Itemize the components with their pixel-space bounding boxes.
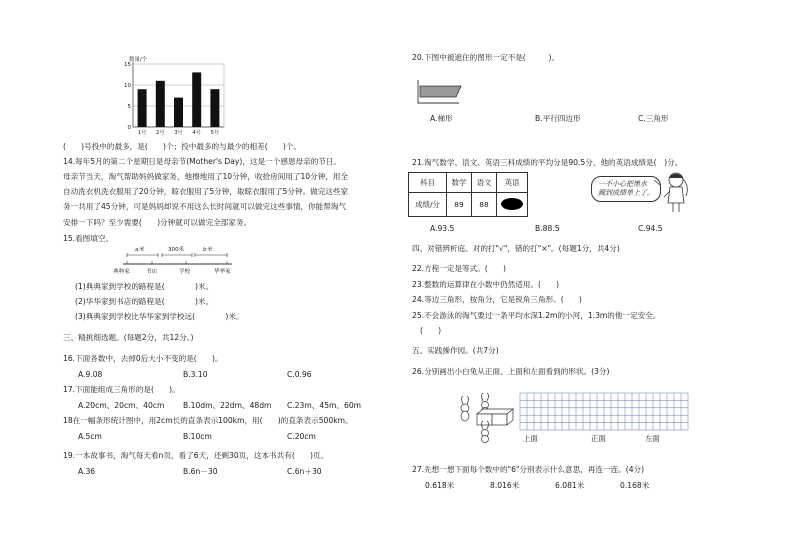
x-tick-label: 4号 [192,130,201,136]
chinese-score: 88 [472,193,497,217]
q21-option-a: A.93.5 [430,224,455,233]
q19-option-c: C.6n＋30 [287,467,322,476]
q17-option-c: C.23m、45m、60m [287,401,362,410]
q17-option-a: A.20cm、20cm、40cm [78,401,165,410]
q18-option-c: C.20cm [287,432,316,441]
q25-paren: ( ) [420,326,442,335]
place-dian-home: 典典家 [113,269,130,275]
q21-option-b: B.88.5 [535,224,560,233]
bubble-line-2: 溅到成绩单上了。 [598,188,654,197]
q16-option-c: C.0.96 [287,370,312,379]
q20-option-a: A.梯形 [430,114,453,123]
q20-option-b: B.平行四边形 [535,114,581,123]
q17-text: 17.下面能组成三角形的是( )。 [63,385,180,394]
q18-text: 18在一幅条形统计图中，用2cm长的直条表示100km，用( )的直条表示500km。 [63,416,353,425]
q13-text: ( )号投中的最多，是( )个；投中最多的与最少的相差( )个。 [63,142,301,151]
x-tick-label: 5号 [210,130,220,136]
seg-300-label: 300米 [168,247,185,253]
table-header: 科目 [409,173,447,193]
q14-line-2: 母亲节当天，淘气帮助妈妈做家务，他擦地用了10分钟，收拾房间用了10分钟，用全 [63,172,349,181]
drawing-grid [520,393,688,430]
q18-option-a: A.5cm [78,432,102,441]
place-school: 学校 [179,269,191,275]
label-front-view: 正面 [591,434,606,443]
q14-line-3: 自动洗衣机洗衣服用了20分钟，晾衣服用了5分钟，取晾衣服用了5分钟。做完这些家 [63,187,349,196]
seg-b-label: b米 [203,247,213,253]
x-tick-label: 2号 [156,130,165,136]
section-3-heading: 三、精挑细选题。(每题2分，共12分。) [63,333,194,342]
x-tick-label: 1号 [137,130,147,136]
table-row-label: 成绩/分 [409,193,447,217]
q15-item-2: (2)华华家到书店的路程是( )米。 [75,297,214,306]
q19-option-b: B.6n－30 [183,467,218,476]
y-tick-label: 0 [127,125,131,131]
q26-text: 26.分别画出小白兔从正面、上面和左面看到的形状。(3分) [412,367,610,376]
table-header: 数学 [447,173,472,193]
q14-line-4: 务一共用了45分钟，可是妈妈却说不用这么长时间就可以做完这些事情，你能帮淘气 [63,202,347,211]
q20-text: 20.下图中被遮住的图形一定不是( )。 [412,53,560,62]
table-header: 英语 [497,173,528,193]
q24-text: 24.等边三角形，按角分，它是锐角三角形。( ) [412,295,582,304]
q15-title: 15.看图填空。 [63,234,114,243]
bubble-line-1: 一不小心把墨水 [598,180,647,188]
q18-option-b: B.10cm [183,432,212,441]
q19-option-a: A.36 [78,467,96,476]
table-header: 语文 [472,173,497,193]
q27-number-1: 0.618米 [425,481,455,490]
q16-option-b: B.3.10 [183,370,208,379]
place-hua-home: 华华家 [214,269,231,275]
label-top-view: 上面 [523,434,538,443]
q27-number-4: 0.168米 [620,481,650,490]
q25-text: 25.不会游泳的淘气要过一条平均水深1.2m的小河，1.3m的他一定安全。 [412,311,661,320]
q20-option-c: C.三角形 [638,114,669,123]
q15-item-3: (3)典典家到学校比华华家到学校远( )米。 [75,312,244,321]
q17-option-b: B.10dm、22dm、48dm [183,401,272,410]
math-score: 89 [447,193,472,217]
seg-a-label: a米 [135,247,145,253]
chart-ylabel: 数量/个 [129,57,148,63]
y-tick-label: 5 [127,104,131,110]
q15-item-1: (1)典典家到学校的路程是( )米。 [75,282,214,291]
place-bookstore: 书店 [146,269,158,275]
section-4-heading: 四、对错辨析庭。对的打"√"，错的打"×"。(每题1分，共4分) [412,244,620,253]
q14-line-1: 14.每年5月的第二个星期日是母亲节(Mother's Day)，这是一个感恩母亲的节日。 [63,157,342,166]
x-tick-label: 3号 [174,130,183,136]
q19-text: 19.一本故事书，淘气每天看n页，看了6天，还剩30页，这本书共有( )页。 [63,451,329,460]
q27-number-2: 8.016米 [490,481,520,490]
q14-line-5: 安排一下吗？至少需要( )分钟就可以做完全部家务。 [63,218,252,227]
q16-text: 16.下面各数中，去掉0后大小不变的是( )。 [63,354,223,363]
q21-text: 21.淘气数学、语文、英语三科成绩的平均分是90.5分，他的英语成绩是( )分。 [412,158,683,167]
q27-text: 27.先想一想下面每个数中的"6"分别表示什么意思，再连一连。(4分) [412,465,645,474]
q22-text: 22.方程一定是等式。( ) [412,264,506,273]
y-tick-label: 15 [124,62,131,68]
label-left-view: 左面 [645,434,660,443]
q16-option-a: A.9.08 [78,370,103,379]
q23-text: 23.整数的运算律在小数中仍然适用。( ) [412,280,560,289]
q27-number-3: 6.081米 [555,481,585,490]
section-5-heading: 五、实践操作园。(共7分) [412,346,499,355]
q21-option-c: C.94.5 [638,224,663,233]
y-tick-label: 10 [124,83,131,89]
